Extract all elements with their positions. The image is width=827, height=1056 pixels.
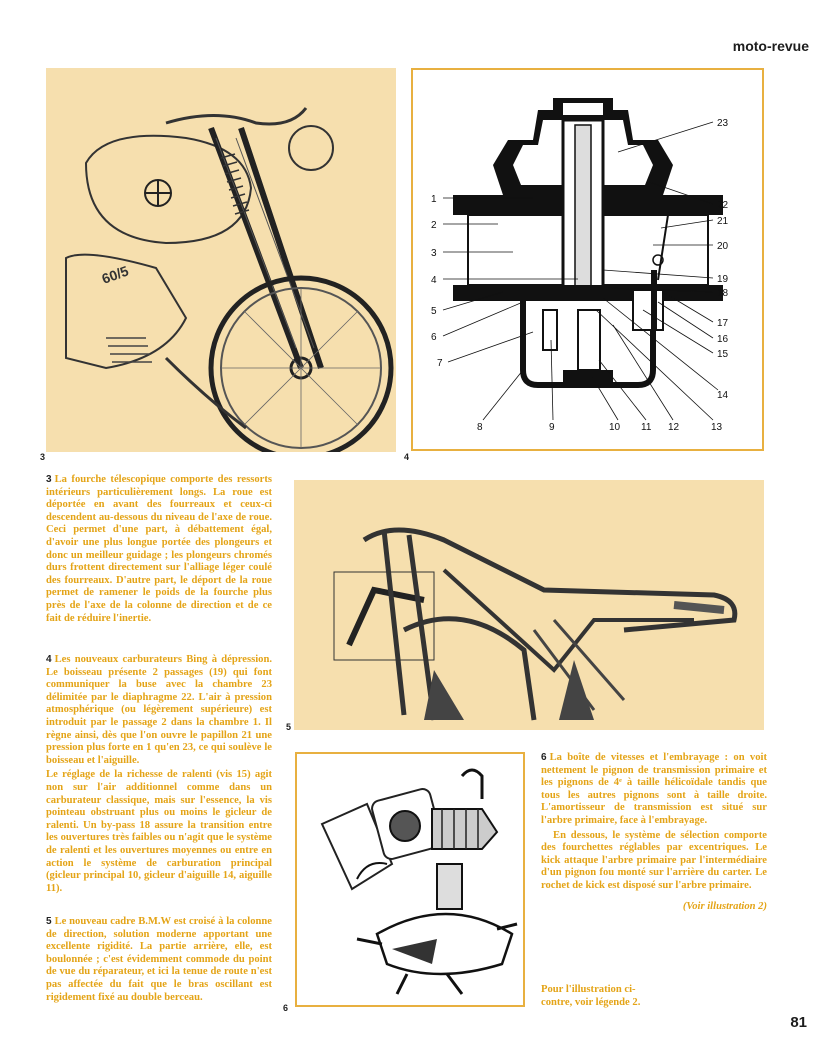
- frame-illustration: [294, 480, 764, 730]
- callout-15: 15: [717, 349, 729, 360]
- carburetor-cross-section: [413, 70, 762, 449]
- callout-2: 2: [431, 220, 437, 231]
- caption-5: [46, 916, 272, 1004]
- figure-6-number: 6: [283, 1003, 289, 1013]
- side-caption: [541, 984, 653, 1009]
- callout-10: 10: [609, 422, 621, 433]
- caption-4: [46, 654, 272, 895]
- callout-9: 9: [549, 422, 555, 433]
- callout-17: 17: [717, 318, 729, 329]
- callout-12: 12: [668, 422, 680, 433]
- callout-6: 6: [431, 332, 437, 343]
- callout-20: 20: [717, 241, 729, 252]
- callout-23: 23: [717, 118, 729, 129]
- figure-4-number: 4: [404, 452, 410, 462]
- caption-6-reference: (Voir illustration 2): [682, 900, 767, 912]
- callout-18: 18: [717, 288, 729, 299]
- caption-6-text-1: La boîte de vitesses et l'embrayage : on voit nettement le pignon de transmission primaire et les pignons de 4ᵉ à taille hélicoïdale tandis que tous les autres pignons sont à taille droite. L'amortisseur de transmission est situé sur l'arbre primaire, face à l'embrayage.: [541, 752, 767, 826]
- callout-21: 21: [717, 216, 729, 227]
- callout-14: 14: [717, 390, 729, 401]
- callout-13: 13: [711, 422, 723, 433]
- callout-1: 1: [431, 194, 437, 205]
- figure-5-panel: [294, 480, 764, 730]
- caption-4-text-1: Les nouveaux carburateurs Bing à dépression. Le boisseau présente 2 passages (19) qui font communiquer la buse avec la chambre 23 délimitée par le diaphragme 22. L'air à pression atmosphérique (ou légèrement supérieure) est introduit par le passage 2 dans la chambre 1. Il règne ainsi, dès que l'on ouvre le papillon 21 une pression plus forte en 1 qu'en 23, ce qui soulève le boisseau et l'aiguille.: [46, 654, 272, 766]
- callout-8: 8: [477, 422, 483, 433]
- figure-3-number: 3: [40, 452, 46, 462]
- caption-6-text-2: En dessous, le système de sélection comporte des fourchettes réglables par excentriques. Le kick attaque l'arbre primaire par l'intermédiaire d'un pignon fou monté sur l'arrière du carter. Le rochet de kick est disposé sur l'arbre primaire.: [541, 829, 767, 891]
- gearbox-illustration: [297, 754, 523, 1005]
- callout-22: 22: [717, 200, 729, 211]
- callout-4: 4: [431, 275, 437, 286]
- page-number: 81: [790, 1014, 807, 1031]
- caption-4-text-2: Le réglage de la richesse de ralenti (vis 15) agit non sur l'air additionnel comme dans un carburateur classique, mais sur l'essence, la vis pointeau obstruant plus ou moins le gicleur de ralenti. Un by-pass 18 assure la transition entre les ouvertures très faibles ou n'agit que le système de ralenti et les ouvertures moyennes ou entre en action le système de carburation principal (gicleur principal 10, gicleur d'aiguille 14, aiguille 11).: [46, 769, 272, 894]
- caption-3-text: La fourche télescopique comporte des ressorts intérieurs particulièrement longs. La roue est déportée en avant des fourreaux et ceux-ci descendent au-dessous du niveau de l'axe de roue. Ceci permet d'une part, à débattement égal, d'avoir une plus longue portée des plongeurs et donc un meilleur guidage ; les plongeurs chromés durs frottent directement sur l'alliage léger coulé des fourreaux. D'autre part, le déport de la roue permet de ramener le poids de la fourche plus près de l'axe de la colonne de direction et de ce fait de réduire l'inertie.: [46, 474, 272, 624]
- caption-6-number: 6: [541, 752, 547, 763]
- caption-3: [46, 474, 272, 625]
- caption-6: [541, 752, 767, 913]
- callout-16: 16: [717, 334, 729, 345]
- figure-4-frame: [411, 68, 764, 451]
- figure-5-number: 5: [286, 722, 292, 732]
- caption-5-text: Le nouveau cadre B.M.W est croisé à la colonne de direction, solution moderne apportant une excellente rigidité. La partie arrière, elle, est boulonnée ; c'est évidemment commode du point de vue du réparateur, et ici la tenue de route n'est pas affectée du fait que le bras oscillant est rigidement fixé au double berceau.: [46, 916, 272, 1003]
- side-caption-text: Pour l'illustration ci-contre, voir légende 2.: [541, 984, 641, 1008]
- callout-11: 11: [641, 422, 652, 433]
- magazine-brand: moto-revue: [732, 38, 809, 54]
- callout-7: 7: [437, 358, 443, 369]
- callout-5: 5: [431, 306, 437, 317]
- figure-6-frame: [295, 752, 525, 1007]
- motorcycle-fork-illustration: [46, 68, 396, 452]
- figure-3-panel: [46, 68, 396, 452]
- caption-5-number: 5: [46, 916, 52, 927]
- caption-4-number: 4: [46, 654, 52, 665]
- bike-badge-text: 60/5: [99, 262, 131, 287]
- callout-19: 19: [717, 274, 729, 285]
- caption-3-number: 3: [46, 474, 52, 485]
- callout-3: 3: [431, 248, 437, 259]
